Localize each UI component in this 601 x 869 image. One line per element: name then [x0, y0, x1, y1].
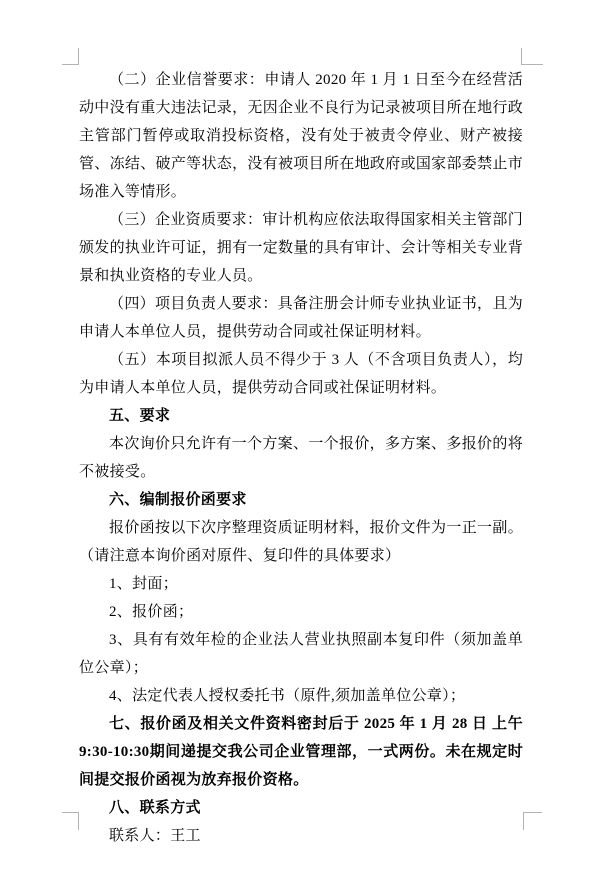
- text-boundary-mark-bottom-left: [62, 812, 79, 830]
- text-boundary-mark-top-left: [62, 48, 79, 65]
- paragraph: 六、编制报价函要求: [109, 492, 247, 508]
- paragraph: （五）本项目拟派人员不得少于 3 人（不含项目负责人），均为申请人本单位人员，提供劳动合同或社保证明材料。: [79, 352, 523, 396]
- text-boundary-mark-bottom-right: [523, 812, 542, 830]
- paragraph: 3、具有有效年检的企业法人营业执照副本复印件（须加盖单位公章）；: [79, 632, 523, 676]
- paragraph: 八、联系方式: [109, 800, 201, 816]
- document-body: [79, 66, 523, 850]
- paragraph: 1、封面；: [109, 576, 179, 592]
- paragraph: （二）企业信誉要求：申请人 2020 年 1 月 1 日至今在经营活动中没有重大违法记录，无因企业不良行为记录被项目所在地行政主管部门暂停或取消投标资格，没有处于被责令停业、财产被接管、冻结、破产等状态，没有被项目所在地政府或国家部委禁止市场准入等情形。: [79, 72, 523, 200]
- paragraph: 五、要求: [109, 408, 171, 424]
- paragraph: 七、报价函及相关文件资料密封后于 2025 年 1 月 28 日 上午9:30-10:30期间递提交我公司企业管理部，一式两份。未在规定时间提交报价函视为放弃报价资格。: [79, 716, 523, 788]
- paragraph: 2、报价函；: [109, 604, 194, 620]
- paragraph: （四）项目负责人要求：具备注册会计师专业执业证书，且为申请人本单位人员，提供劳动合同或社保证明材料。: [79, 296, 523, 340]
- paragraph: 联系人：王工: [109, 828, 201, 844]
- paragraph: 4、法定代表人授权委托书（原件,须加盖单位公章）；: [109, 688, 466, 704]
- paragraph: 本次询价只允许有一个方案、一个报价，多方案、多报价的将不被接受。: [79, 436, 523, 480]
- text-boundary-mark-top-right: [521, 48, 543, 65]
- paragraph: 报价函按以下次序整理资质证明材料，报价文件为一正一副。（请注意本询价函对原件、复印件的具体要求）: [79, 520, 523, 564]
- paragraph: （三）企业资质要求：审计机构应依法取得国家相关主管部门颁发的执业许可证，拥有一定数量的具有审计、会计等相关专业背景和执业资格的专业人员。: [79, 212, 523, 284]
